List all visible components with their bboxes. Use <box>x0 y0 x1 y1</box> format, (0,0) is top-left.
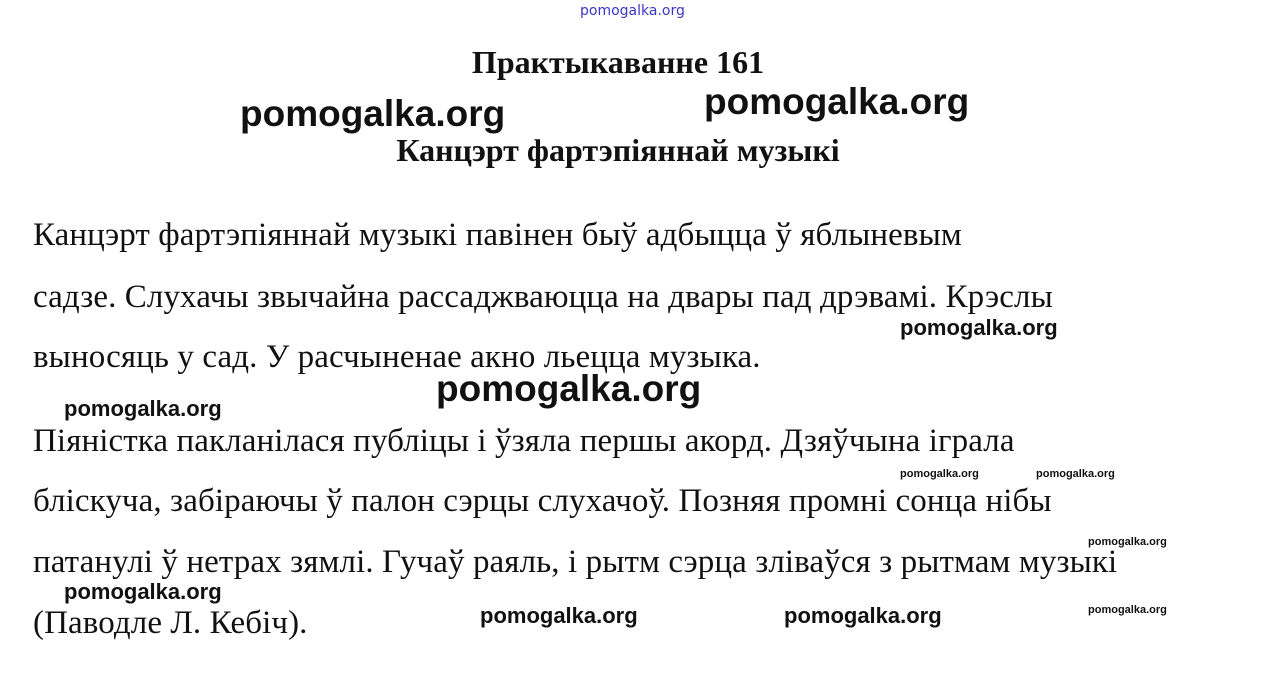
text-line: садзе. Слухачы звычайна рассаджваюцца на двары пад дрэвамі. Крэслы <box>33 279 1053 315</box>
text-line: Канцэрт фартэпіяннай музыкі павінен быў адбыцца ў яблыневым <box>33 217 962 253</box>
top-watermark: pomogalka.org <box>580 3 685 19</box>
text-title: Канцэрт фартэпіяннай музыкі <box>396 132 840 168</box>
watermark: pomogalka.org <box>436 368 702 409</box>
exercise-title: Практыкаванне 161 <box>471 44 765 80</box>
text-line: Піяністка пакланілася публіцы і ўзяла першы акорд. Дзяўчына іграла <box>33 423 1015 459</box>
watermark: pomogalka.org <box>64 579 222 604</box>
watermark: pomogalka.org <box>480 603 638 628</box>
text-line: бліскуча, забіраючы ў палон сэрцы слухачоў. Позняя промні сонца нібы <box>33 483 1052 519</box>
watermark: pomogalka.org <box>1036 468 1115 480</box>
watermark: pomogalka.org <box>784 603 942 628</box>
text-line: патанулі ў нетрах зямлі. Гучаў раяль, і рытм сэрца зліваўся з рытмам музыкі <box>33 544 1118 580</box>
watermark: pomogalka.org <box>240 93 506 134</box>
watermark: pomogalka.org <box>1088 604 1167 616</box>
watermark: pomogalka.org <box>64 396 222 421</box>
watermark: pomogalka.org <box>900 468 979 480</box>
watermark: pomogalka.org <box>1088 536 1167 548</box>
watermark: pomogalka.org <box>704 81 970 122</box>
text-line: (Паводле Л. Кебіч). <box>33 605 308 641</box>
text-line: выносяць у сад. У расчыненае акно льецца музыка. <box>33 339 761 375</box>
watermark: pomogalka.org <box>900 315 1058 340</box>
